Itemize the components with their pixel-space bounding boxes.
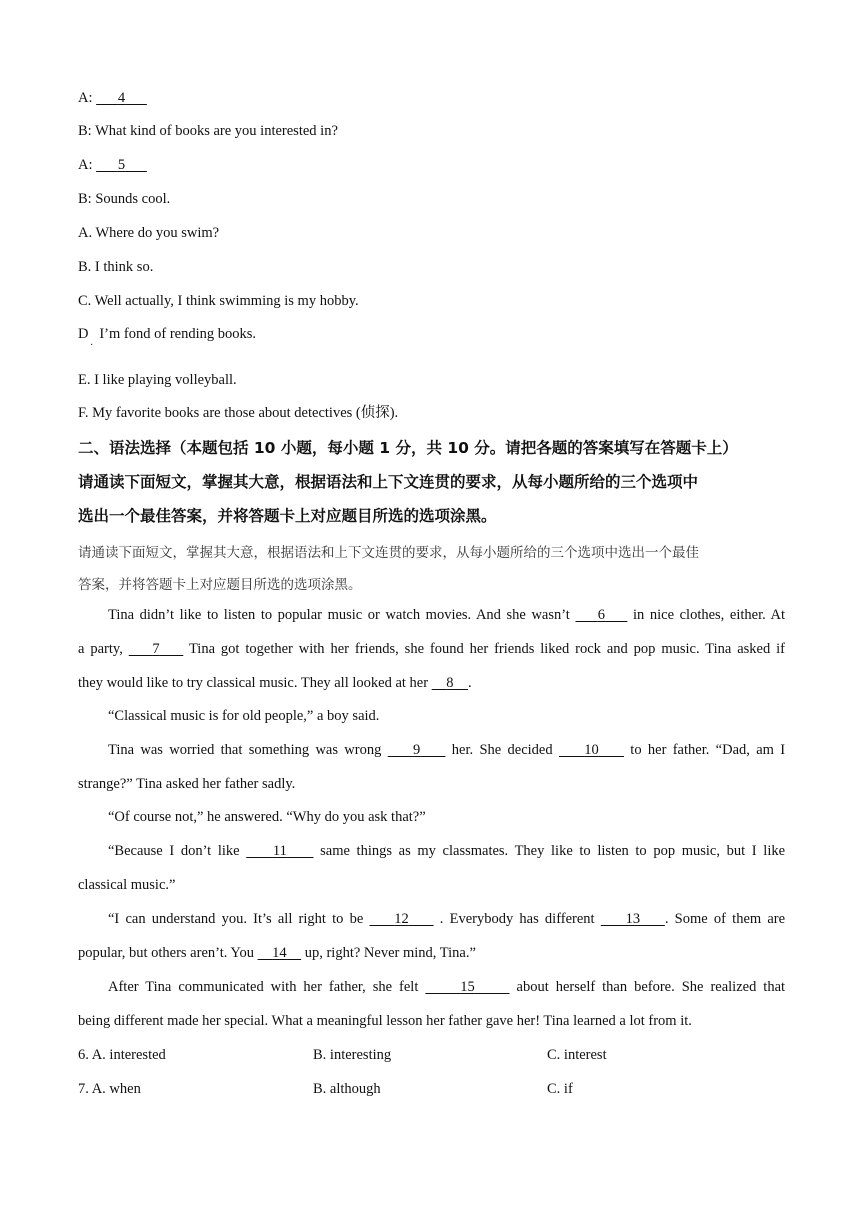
passage-paragraph-3: Tina was worried that something was wrong 9 her. She decided 10 to her father. “Dad, am I strange?” Tina asked her father sadly. bbox=[78, 742, 786, 792]
dialogue-text: Sounds cool. bbox=[95, 191, 171, 207]
passage-paragraph-5: “Because I don’t like 11 same things as my classmates. They like to listen to pop music, but I like classical music.” bbox=[78, 843, 786, 893]
question-6-option-c: C. interest bbox=[547, 1047, 607, 1063]
blank-14: 14 bbox=[272, 945, 287, 961]
option-b: B. I think so. bbox=[78, 259, 154, 275]
question-6-option-b: B. interesting bbox=[313, 1047, 392, 1063]
option-e: E. I like playing volleyball. bbox=[78, 372, 237, 388]
blank-7: 7 bbox=[152, 641, 160, 657]
passage-paragraph-6: “I can understand you. It’s all right to be 12 . Everybody has different 13 . Some of them are popular, but others aren’t. You 14 up, right? Never mind, Tina.” bbox=[78, 911, 786, 961]
dialogue-text: What kind of books are you interested in? bbox=[95, 123, 338, 139]
passage-paragraph-7: After Tina communicated with her father, she felt 15 about herself than before. She realized that being different made her special. What a meaningful lesson her father gave her! Tina learned a lot from it. bbox=[78, 979, 786, 1029]
dialogue-line-4 bbox=[78, 89, 147, 107]
dialogue-line-5 bbox=[78, 156, 147, 174]
option-d: D I’m fond of rending books. bbox=[78, 326, 257, 342]
blank-10: 10 bbox=[584, 742, 599, 758]
option-a: A. Where do you swim? bbox=[78, 225, 220, 241]
section-heading bbox=[78, 432, 785, 534]
blank-4: 4 bbox=[117, 90, 126, 106]
speaker-label: B: bbox=[78, 191, 92, 207]
passage-paragraph-1: Tina didn’t like to listen to popular music or watch movies. And she wasn’t 6 in nice clothes, either. At a party, 7 Tina got together with her friends, she found her friends liked rock and pop music. Tina asked if they would like to try classical music. They all looked at her 8 . bbox=[78, 607, 786, 691]
option-f: F. My favorite books are those about detectives (侦探). bbox=[78, 405, 399, 421]
section-instruction bbox=[78, 537, 785, 601]
section-heading-line-2: 请通读下面短文，掌握其大意，根据语法和上下文连贯的要求，从每小题所给的三个选项中 bbox=[78, 473, 699, 491]
instruction-line-1: 请通读下面短文，掌握其大意，根据语法和上下文连贯的要求，从每小题所给的三个选项中选出一个最佳 bbox=[78, 545, 699, 561]
passage-paragraph-4: “Of course not,” he answered. “Why do you ask that?” bbox=[108, 809, 426, 825]
option-c: C. Well actually, I think swimming is my hobby. bbox=[78, 293, 359, 309]
dot-mark: · bbox=[90, 340, 94, 351]
blank-11: 11 bbox=[272, 843, 287, 859]
question-7-option-a: 7. A. when bbox=[78, 1081, 141, 1097]
blank-6: 6 bbox=[597, 607, 606, 623]
blank-15: 15 bbox=[460, 979, 475, 995]
speaker-label: A: bbox=[78, 157, 93, 173]
blank-13: 13 bbox=[625, 911, 641, 927]
question-7-option-b: B. although bbox=[313, 1081, 381, 1097]
speaker-label: B: bbox=[78, 123, 92, 139]
question-7-option-c: C. if bbox=[547, 1081, 573, 1097]
section-heading-line-1: 二、语法选择（本题包括 10 小题，每小题 1 分，共 10 分。请把各题的答案填写在答题卡上） bbox=[78, 439, 738, 457]
dialogue-line-b2 bbox=[78, 190, 170, 208]
instruction-line-2: 答案，并将答题卡上对应题目所选的选项涂黑。 bbox=[78, 577, 362, 593]
blank-5: 5 bbox=[117, 157, 126, 173]
question-6-option-a: 6. A. interested bbox=[78, 1047, 166, 1063]
blank-12: 12 bbox=[394, 911, 409, 927]
speaker-label: A: bbox=[78, 90, 93, 106]
blank-9: 9 bbox=[412, 742, 421, 758]
passage-paragraph-2: “Classical music is for old people,” a boy said. bbox=[108, 708, 380, 724]
section-heading-line-3: 选出一个最佳答案，并将答题卡上对应题目所选的选项涂黑。 bbox=[78, 507, 497, 525]
dialogue-line-b1 bbox=[78, 122, 338, 140]
blank-8: 8 bbox=[446, 675, 454, 691]
